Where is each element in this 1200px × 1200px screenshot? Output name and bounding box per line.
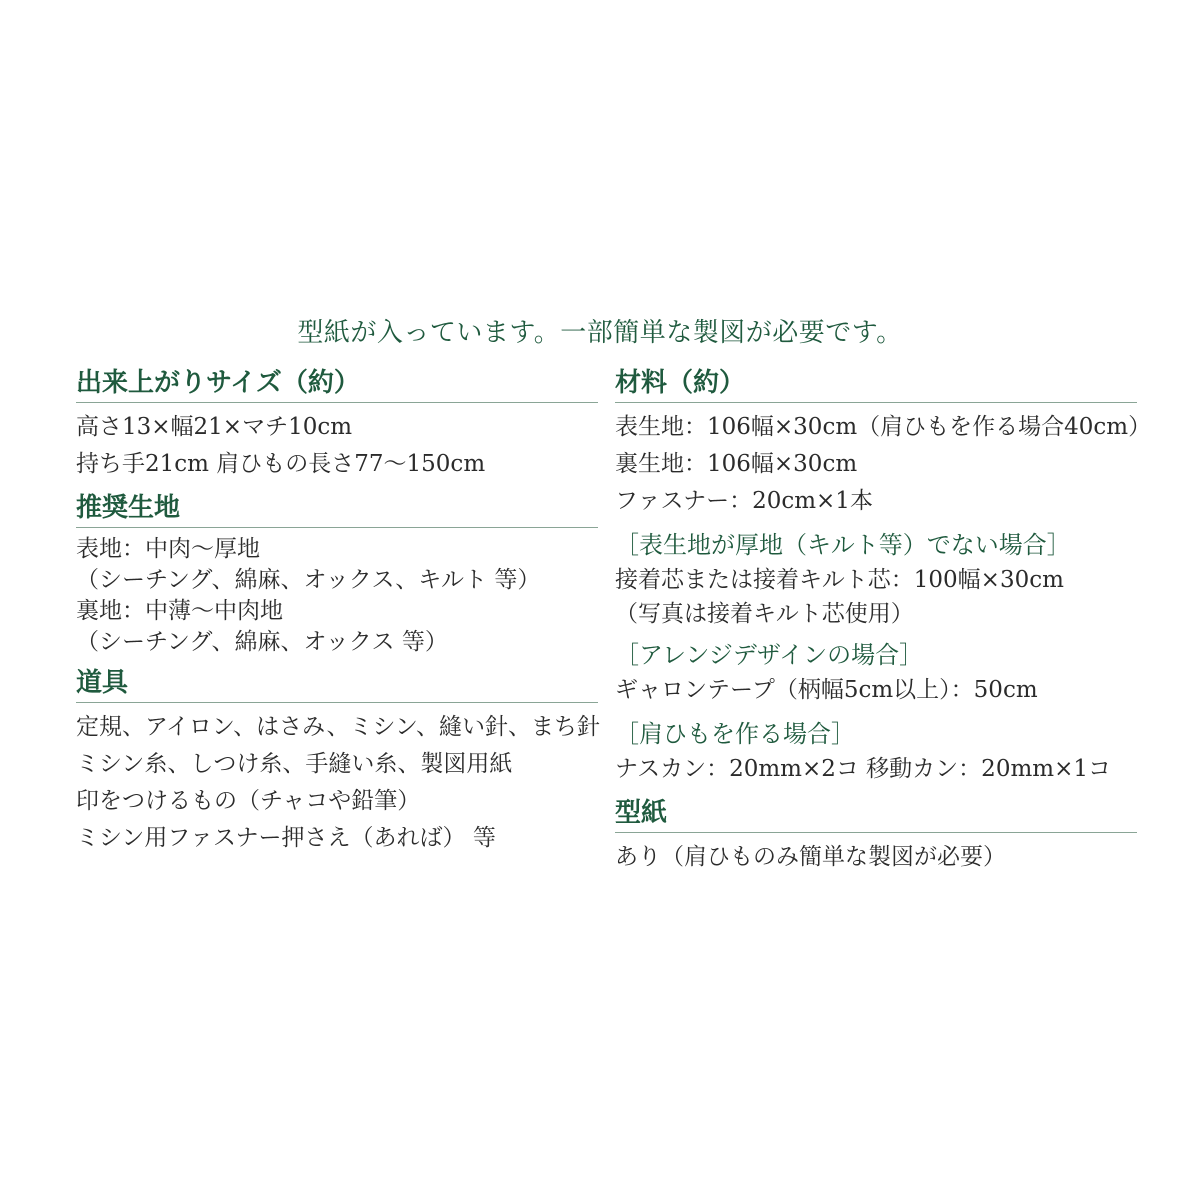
tools-line: 印をつけるもの（チャコや鉛筆） xyxy=(76,788,421,814)
size-line: 持ち手21cm 肩ひもの長さ77～150cm xyxy=(76,451,486,477)
pattern-line: あり（肩ひものみ簡単な製図が必要） xyxy=(615,844,1006,870)
intro-text: 型紙が入っています。一部簡単な製図が必要です。 xyxy=(297,318,903,348)
materials-line: ファスナー：20cm×1本 xyxy=(615,488,873,514)
left-column xyxy=(76,366,601,865)
materials-line: 表生地：106幅×30cm（肩ひもを作る場合40cm） xyxy=(615,414,1152,440)
section-thin-fabric xyxy=(615,528,1137,630)
section-strap xyxy=(615,717,1137,788)
materials-line: 裏生地：106幅×30cm xyxy=(615,451,858,477)
arrange-line: ギャロンテープ（柄幅5cm以上）：50cm xyxy=(615,677,1038,703)
subheading-thin-fabric: ［表生地が厚地（キルト等）でない場合］ xyxy=(615,531,1071,559)
fabric-line: 裏地：中薄～中肉地 xyxy=(76,598,283,624)
heading-tools: 道具 xyxy=(76,666,598,703)
fabric-line: 表地：中肉～厚地 xyxy=(76,536,260,562)
tools-line: 定規、アイロン、はさみ、ミシン、縫い針、まち針 xyxy=(76,714,601,740)
subheading-arrange: ［アレンジデザインの場合］ xyxy=(615,641,924,669)
heading-fabric: 推奨生地 xyxy=(76,491,598,528)
section-materials xyxy=(615,366,1152,520)
section-tools xyxy=(76,666,601,857)
thin-fabric-line: 接着芯または接着キルト芯：100幅×30cm xyxy=(615,567,1064,593)
right-column xyxy=(615,366,1152,884)
subheading-strap: ［肩ひもを作る場合］ xyxy=(615,720,855,748)
section-size xyxy=(76,366,598,483)
heading-pattern: 型紙 xyxy=(615,796,1137,833)
fabric-line: （シーチング、綿麻、オックス、キルト 等） xyxy=(76,567,541,593)
thin-fabric-line: （写真は接着キルト芯使用） xyxy=(615,601,914,627)
tools-line: ミシン糸、しつけ糸、手縫い糸、製図用紙 xyxy=(76,751,513,777)
heading-materials: 材料（約） xyxy=(615,366,1137,403)
tools-line: ミシン用ファスナー押さえ（あれば） 等 xyxy=(76,825,496,851)
section-arrange xyxy=(615,638,1137,709)
size-line: 高さ13×幅21×マチ10cm xyxy=(76,414,353,440)
heading-size: 出来上がりサイズ（約） xyxy=(76,366,598,403)
strap-line: ナスカン：20mm×2コ 移動カン：20mm×1コ xyxy=(615,756,1111,782)
section-pattern xyxy=(615,796,1137,876)
fabric-line: （シーチング、綿麻、オックス 等） xyxy=(76,629,448,655)
section-fabric xyxy=(76,491,598,658)
